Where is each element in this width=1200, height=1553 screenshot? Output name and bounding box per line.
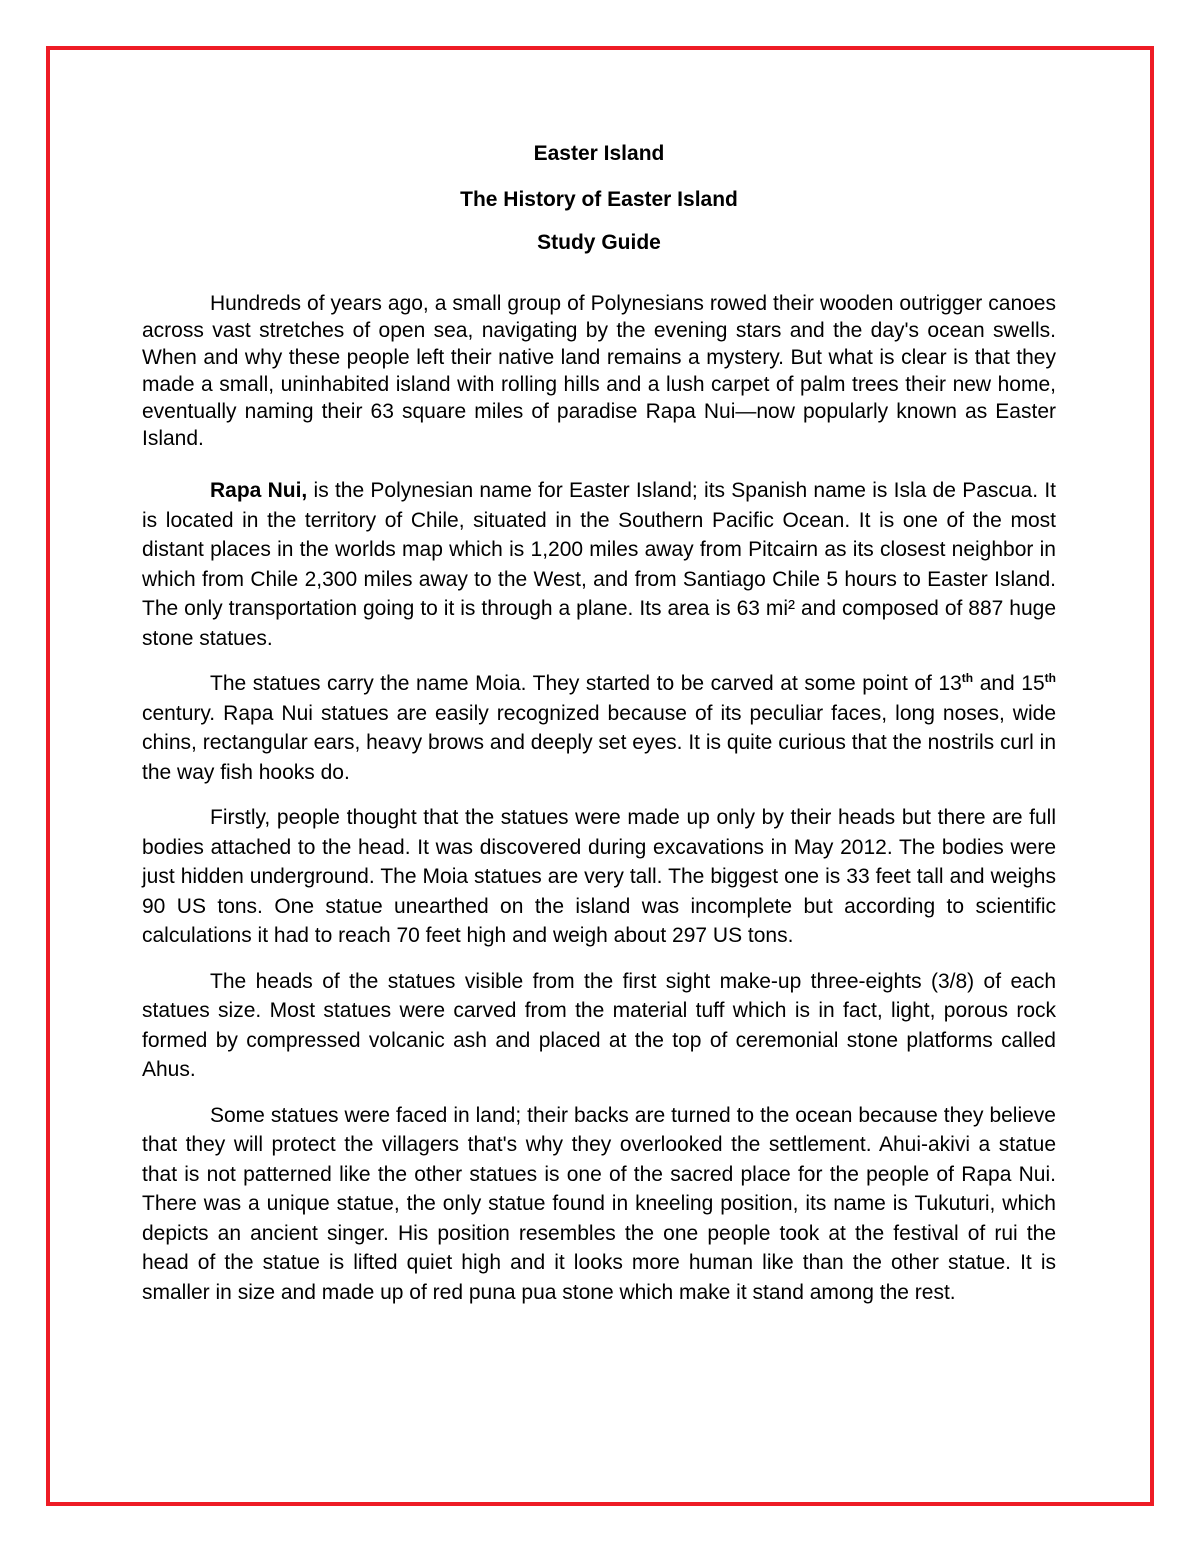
document-subtitle: The History of Easter Island <box>460 188 738 211</box>
superscript-ordinal: th <box>1044 671 1056 685</box>
paragraph-text: The statues carry the name Moia. They started to be carved at some point of 13 <box>210 672 962 695</box>
document-title: Easter Island <box>533 142 665 165</box>
document-body <box>142 140 1056 1307</box>
paragraph-lead-term: Rapa Nui, <box>210 479 308 502</box>
paragraph-introduction: Hundreds of years ago, a small group of Polynesians rowed their wooden outrigger canoes across vast stretches of open sea, navigating by the evening stars and the day's ocean swells. When and why these people left their native land remains a mystery. But what is clear is that they made a small, uninhabited island with rolling hills and a lush carpet of palm trees their new home, eventually naming their 63 square miles of paradise Rapa Nui—now popularly known as Easter Island. <box>142 292 1056 450</box>
paragraph-statue-facing: Some statues were faced in land; their backs are turned to the ocean because they believe that they will protect the villagers that's why they overlooked the settlement. Ahui-akivi a statue that is not patterned like the other statues is one of the sacred place for the people of Rapa Nui. There was a unique statue, the only statue found in kneeling position, its name is Tukuturi, which depicts an ancient singer. His position resembles the one people took at the festival of rui the head of the statue is lifted quiet high and it looks more human like than the other statue. It is smaller in size and made up of red puna pua stone which make it stand among the rest. <box>142 1103 1056 1304</box>
paragraph-rapa-nui <box>142 476 1056 653</box>
paragraph-statues-moia <box>142 669 1056 787</box>
superscript-ordinal: th <box>961 671 974 685</box>
document-heading: Study Guide <box>537 231 661 254</box>
paragraph-text: and 15 <box>973 672 1045 695</box>
paragraph-text: century. Rapa Nui statues are easily recognized because of its peculiar faces, long noses, wide chins, rectangular ears, heavy brows and deeply set eyes. It is quite curious that the nostrils curl in the way fish hooks do. <box>142 701 1056 784</box>
paragraph-statue-heads: The heads of the statues visible from the first sight make-up three-eights (3/8) of each statues size. Most statues were carved from the material tuff which is in fact, light, porous rock formed by compressed volcanic ash and placed at the top of ceremonial stone platforms called Ahus. <box>142 969 1056 1081</box>
paragraph-text: is the Polynesian name for Easter Island; its Spanish name is Isla de Pascua. It is located in the territory of Chile, situated in the Southern Pacific Ocean. It is one of the most distant places in the worlds map which is 1,200 miles away from Pitcairn as its closest neighbor in which from Chile 2,300 miles away to the West, and from Santiago Chile 5 hours to Easter Island. The only transportation going to it is through a plane. Its area is 63 mi² and composed of 887 huge stone statues. <box>142 479 1056 650</box>
paragraph-statue-bodies: Firstly, people thought that the statues were made up only by their heads but there are full bodies attached to the head. It was discovered during excavations in May 2012. The bodies were just hidden underground. The Moia statues are very tall. The biggest one is 33 feet tall and weighs 90 US tons. One statue unearthed on the island was incomplete but according to scientific calculations it had to reach 70 feet high and weigh about 297 US tons. <box>142 806 1056 947</box>
